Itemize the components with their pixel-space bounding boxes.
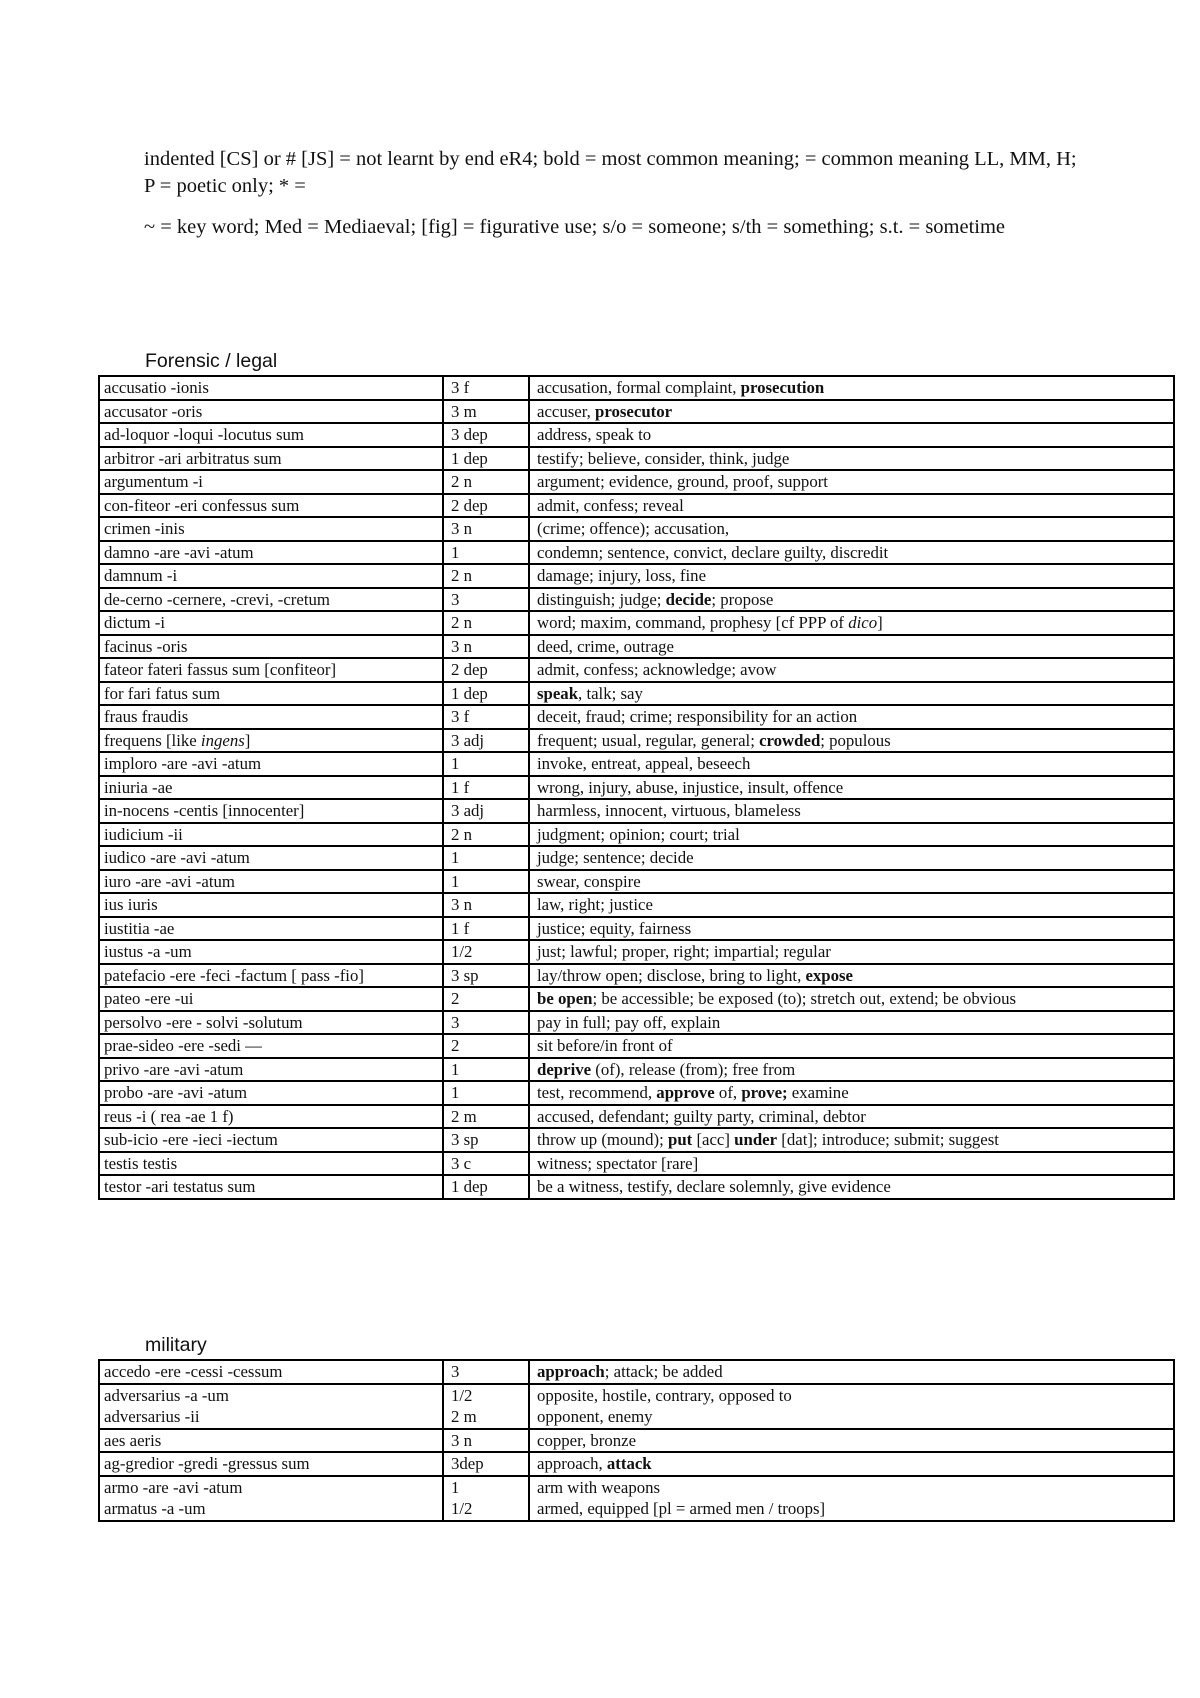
grammar-info: 3 n [443, 893, 529, 917]
latin-entry: iustus -a -um [99, 940, 443, 964]
latin-entry: patefacio -ere -feci -factum [ pass -fio] [99, 964, 443, 988]
meaning-text: law, right; justice [529, 893, 1174, 917]
grammar-info: 1 [443, 541, 529, 565]
latin-entry: arbitror -ari arbitratus sum [99, 447, 443, 471]
meaning-text: be a witness, testify, declare solemnly, give evidence [529, 1175, 1174, 1199]
vocab-row [99, 1152, 1174, 1176]
meaning-text: admit, confess; reveal [529, 494, 1174, 518]
intro-notes [144, 146, 1084, 255]
vocab-row [99, 846, 1174, 870]
vocab-row [99, 917, 1174, 941]
grammar-info: 1 1/2 [443, 1476, 529, 1521]
section-title-forensic: Forensic / legal [145, 350, 278, 372]
latin-entry: testis testis [99, 1152, 443, 1176]
latin-entry: ius iuris [99, 893, 443, 917]
meaning-text: just; lawful; proper, right; impartial; regular [529, 940, 1174, 964]
meaning-text: testify; believe, consider, think, judge [529, 447, 1174, 471]
latin-entry: crimen -inis [99, 517, 443, 541]
grammar-info: 1 dep [443, 447, 529, 471]
grammar-info: 2 [443, 987, 529, 1011]
latin-entry: in-nocens -centis [innocenter] [99, 799, 443, 823]
vocab-row [99, 376, 1174, 400]
meaning-text: arm with weapons armed, equipped [pl = armed men / troops] [529, 1476, 1174, 1521]
vocab-row [99, 400, 1174, 424]
vocab-row [99, 987, 1174, 1011]
meaning-text: be open; be accessible; be exposed (to); stretch out, extend; be obvious [529, 987, 1174, 1011]
grammar-info: 1/2 [443, 940, 529, 964]
vocab-row [99, 1034, 1174, 1058]
vocab-row [99, 635, 1174, 659]
meaning-text: speak, talk; say [529, 682, 1174, 706]
meaning-text: sit before/in front of [529, 1034, 1174, 1058]
vocab-row [99, 776, 1174, 800]
section-title-military: military [145, 1334, 207, 1356]
latin-entry: accusatio -ionis [99, 376, 443, 400]
meaning-text: deprive (of), release (from); free from [529, 1058, 1174, 1082]
latin-entry: fraus fraudis [99, 705, 443, 729]
latin-entry: imploro -are -avi -atum [99, 752, 443, 776]
grammar-info: 3 [443, 1011, 529, 1035]
grammar-info: 3 [443, 588, 529, 612]
vocab-row [99, 588, 1174, 612]
meaning-text: lay/throw open; disclose, bring to light, expose [529, 964, 1174, 988]
meaning-text: accused, defendant; guilty party, criminal, debtor [529, 1105, 1174, 1129]
latin-entry: persolvo -ere - solvi -solutum [99, 1011, 443, 1035]
vocab-row [99, 1128, 1174, 1152]
grammar-info: 1/2 2 m [443, 1384, 529, 1429]
vocab-row [99, 658, 1174, 682]
latin-entry: con-fiteor -eri confessus sum [99, 494, 443, 518]
vocab-row [99, 1175, 1174, 1199]
vocab-table-forensic [98, 375, 1175, 1200]
latin-entry: prae-sideo -ere -sedi — [99, 1034, 443, 1058]
grammar-info: 3 m [443, 400, 529, 424]
meaning-text: argument; evidence, ground, proof, support [529, 470, 1174, 494]
grammar-info: 1 [443, 1058, 529, 1082]
grammar-info: 3dep [443, 1452, 529, 1476]
grammar-info: 3 dep [443, 423, 529, 447]
meaning-text: word; maxim, command, prophesy [cf PPP of dico] [529, 611, 1174, 635]
vocab-row [99, 423, 1174, 447]
meaning-text: opposite, hostile, contrary, opposed to opponent, enemy [529, 1384, 1174, 1429]
vocab-row [99, 1452, 1174, 1476]
latin-entry: reus -i ( rea -ae 1 f) [99, 1105, 443, 1129]
latin-entry: iudico -are -avi -atum [99, 846, 443, 870]
meaning-text: address, speak to [529, 423, 1174, 447]
meaning-text: admit, confess; acknowledge; avow [529, 658, 1174, 682]
latin-entry: aes aeris [99, 1429, 443, 1453]
meaning-text: (crime; offence); accusation, [529, 517, 1174, 541]
grammar-info: 1 f [443, 917, 529, 941]
latin-entry: damno -are -avi -atum [99, 541, 443, 565]
meaning-text: condemn; sentence, convict, declare guilty, discredit [529, 541, 1174, 565]
latin-entry: testor -ari testatus sum [99, 1175, 443, 1199]
meaning-text: judge; sentence; decide [529, 846, 1174, 870]
latin-entry: armo -are -avi -atum armatus -a -um [99, 1476, 443, 1521]
grammar-info: 1 [443, 846, 529, 870]
meaning-text: judgment; opinion; court; trial [529, 823, 1174, 847]
meaning-text: approach, attack [529, 1452, 1174, 1476]
latin-entry: for fari fatus sum [99, 682, 443, 706]
latin-entry: iniuria -ae [99, 776, 443, 800]
latin-entry: adversarius -a -um adversarius -ii [99, 1384, 443, 1429]
latin-entry: probo -are -avi -atum [99, 1081, 443, 1105]
vocab-row [99, 1105, 1174, 1129]
vocab-row [99, 752, 1174, 776]
grammar-info: 3 n [443, 635, 529, 659]
latin-entry: accusator -oris [99, 400, 443, 424]
latin-entry: iuro -are -avi -atum [99, 870, 443, 894]
meaning-text: deed, crime, outrage [529, 635, 1174, 659]
meaning-text: approach; attack; be added [529, 1360, 1174, 1384]
vocab-row [99, 870, 1174, 894]
meaning-text: distinguish; judge; decide; propose [529, 588, 1174, 612]
latin-entry: ad-loquor -loqui -locutus sum [99, 423, 443, 447]
grammar-info: 2 dep [443, 494, 529, 518]
grammar-info: 3 f [443, 376, 529, 400]
meaning-text: invoke, entreat, appeal, beseech [529, 752, 1174, 776]
intro-key-line-1: indented [CS] or # [JS] = not learnt by end eR4; bold = most common meaning; = common meaning LL, MM, H; P = poetic only; * = [144, 148, 1077, 197]
meaning-text: witness; spectator [rare] [529, 1152, 1174, 1176]
meaning-text: copper, bronze [529, 1429, 1174, 1453]
grammar-info: 1 [443, 1081, 529, 1105]
grammar-info: 2 n [443, 823, 529, 847]
latin-entry: iustitia -ae [99, 917, 443, 941]
latin-entry: iudicium -ii [99, 823, 443, 847]
vocab-row [99, 705, 1174, 729]
grammar-info: 3 [443, 1360, 529, 1384]
vocab-row [99, 517, 1174, 541]
intro-key-line-2: ~ = key word; Med = Mediaeval; [fig] = figurative use; s/o = someone; s/th = something; s.t. = sometime [144, 216, 1006, 238]
grammar-info: 3 sp [443, 964, 529, 988]
grammar-info: 2 [443, 1034, 529, 1058]
latin-entry: sub-icio -ere -ieci -iectum [99, 1128, 443, 1152]
vocab-row [99, 611, 1174, 635]
grammar-info: 3 n [443, 517, 529, 541]
grammar-info: 3 n [443, 1429, 529, 1453]
latin-entry: argumentum -i [99, 470, 443, 494]
latin-entry: damnum -i [99, 564, 443, 588]
vocab-row [99, 541, 1174, 565]
latin-entry: de-cerno -cernere, -crevi, -cretum [99, 588, 443, 612]
meaning-text: test, recommend, approve of, prove; examine [529, 1081, 1174, 1105]
grammar-info: 1 [443, 870, 529, 894]
vocab-row [99, 1058, 1174, 1082]
vocab-row [99, 823, 1174, 847]
latin-entry: pateo -ere -ui [99, 987, 443, 1011]
vocab-row [99, 964, 1174, 988]
grammar-info: 1 f [443, 776, 529, 800]
meaning-text: swear, conspire [529, 870, 1174, 894]
vocab-row [99, 470, 1174, 494]
vocab-row [99, 729, 1174, 753]
vocab-row [99, 1384, 1174, 1429]
latin-entry: frequens [like ingens] [99, 729, 443, 753]
meaning-text: damage; injury, loss, fine [529, 564, 1174, 588]
meaning-text: accuser, prosecutor [529, 400, 1174, 424]
vocab-row [99, 799, 1174, 823]
grammar-info: 3 adj [443, 799, 529, 823]
meaning-text: deceit, fraud; crime; responsibility for an action [529, 705, 1174, 729]
latin-entry: ag-gredior -gredi -gressus sum [99, 1452, 443, 1476]
latin-entry: accedo -ere -cessi -cessum [99, 1360, 443, 1384]
meaning-text: harmless, innocent, virtuous, blameless [529, 799, 1174, 823]
grammar-info: 2 dep [443, 658, 529, 682]
latin-entry: privo -are -avi -atum [99, 1058, 443, 1082]
latin-entry: dictum -i [99, 611, 443, 635]
vocab-row [99, 1011, 1174, 1035]
grammar-info: 1 [443, 752, 529, 776]
grammar-info: 3 sp [443, 1128, 529, 1152]
grammar-info: 3 f [443, 705, 529, 729]
vocab-row [99, 940, 1174, 964]
vocab-row [99, 893, 1174, 917]
grammar-info: 1 dep [443, 682, 529, 706]
grammar-info: 2 m [443, 1105, 529, 1129]
meaning-text: frequent; usual, regular, general; crowded; populous [529, 729, 1174, 753]
vocab-row [99, 564, 1174, 588]
meaning-text: throw up (mound); put [acc] under [dat]; introduce; submit; suggest [529, 1128, 1174, 1152]
vocab-row [99, 494, 1174, 518]
vocab-row [99, 447, 1174, 471]
grammar-info: 2 n [443, 470, 529, 494]
latin-entry: facinus -oris [99, 635, 443, 659]
grammar-info: 2 n [443, 611, 529, 635]
vocab-row [99, 1476, 1174, 1521]
grammar-info: 3 c [443, 1152, 529, 1176]
grammar-info: 3 adj [443, 729, 529, 753]
meaning-text: wrong, injury, abuse, injustice, insult, offence [529, 776, 1174, 800]
grammar-info: 2 n [443, 564, 529, 588]
meaning-text: pay in full; pay off, explain [529, 1011, 1174, 1035]
grammar-info: 1 dep [443, 1175, 529, 1199]
latin-entry: fateor fateri fassus sum [confiteor] [99, 658, 443, 682]
vocab-row [99, 682, 1174, 706]
vocab-table-military [98, 1359, 1175, 1522]
meaning-text: justice; equity, fairness [529, 917, 1174, 941]
vocab-row [99, 1081, 1174, 1105]
meaning-text: accusation, formal complaint, prosecution [529, 376, 1174, 400]
vocab-row [99, 1360, 1174, 1384]
vocab-row [99, 1429, 1174, 1453]
